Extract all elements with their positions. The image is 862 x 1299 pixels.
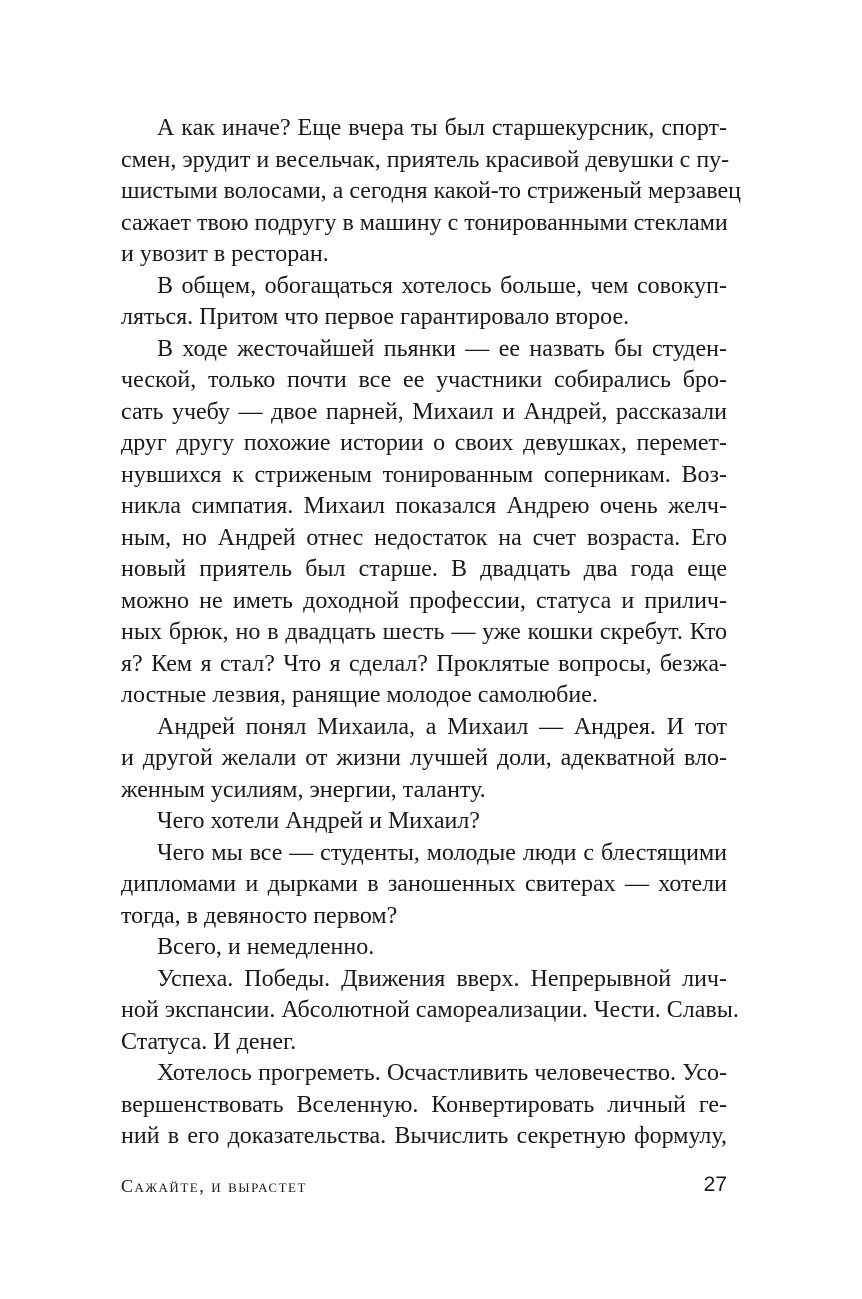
text-line: Чего мы все — студенты, молодые люди с блестящими	[157, 839, 727, 866]
text-line: ческой, только почти все ее участники собирались бро-	[121, 367, 727, 393]
text-line: шистыми волосами, а сегодня какой-то стриженый мерзавец	[121, 178, 741, 204]
text-line: Андрей понял Михаила, а Михаил — Андрея. И тот	[157, 713, 727, 740]
text-line: смен, эрудит и весельчак, приятель красивой девушки с пу-	[121, 146, 730, 173]
running-title: Сажайте, и вырастет	[121, 1176, 307, 1196]
text-line: В общем, обогащаться хотелось больше, чем совокуп-	[157, 272, 727, 299]
text-line: вершенствовать Вселенную. Конвертировать личный ге-	[121, 1091, 727, 1118]
text-line: А как иначе? Еще вчера ты был старшекурсник, спорт-	[157, 115, 727, 141]
text-line: друг другу похожие истории о своих девушках, перемет-	[121, 430, 727, 456]
text-line: тогда, в девяносто первом?	[121, 902, 398, 929]
text-line: сать учебу — двое парней, Михаил и Андрей, рассказали	[121, 398, 727, 425]
text-line: лостные лезвия, ранящие молодое самолюбие.	[121, 682, 598, 708]
text-line: можно не иметь доходной профессии, статуса и прилич-	[121, 587, 727, 614]
text-line: В ходе жесточайшей пьянки — ее назвать бы студен-	[157, 335, 727, 362]
text-line: ным, но Андрей отнес недостаток на счет возраста. Его	[121, 524, 727, 551]
text-line: сажает твою подругу в машину с тонированными стеклами	[121, 209, 728, 236]
text-line: Всего, и немедленно.	[157, 934, 375, 960]
text-line: ляться. Притом что первое гарантировало второе.	[121, 304, 630, 330]
text-line: нувшихся к стриженым тонированным соперникам. Воз-	[121, 461, 727, 488]
text-line: Хотелось прогреметь. Осчастливить человечество. Усо-	[157, 1060, 727, 1086]
text-line: и другой желали от жизни лучшей доли, адекватной вло-	[121, 745, 727, 771]
text-line: ных брюк, но в двадцать шесть — уже кошки скребут. Кто	[121, 619, 727, 645]
text-line: новый приятель был старше. В двадцать два года еще	[121, 556, 727, 582]
text-line: женным усилиям, энергии, таланту.	[121, 776, 486, 803]
text-line: ний в его доказательства. Вычислить секретную формулу,	[121, 1123, 727, 1149]
text-line: дипломами и дырками в заношенных свитерах — хотели	[121, 871, 727, 897]
text-line: никла симпатия. Михаил показался Андрею очень желч-	[121, 493, 727, 519]
text-line: Чего хотели Андрей и Михаил?	[157, 808, 480, 834]
page-number: 27	[703, 1173, 727, 1196]
text-line: Успеха. Победы. Движения вверх. Непрерывной лич-	[157, 965, 727, 992]
text-line: и увозит в ресторан.	[121, 241, 329, 267]
text-line: я? Кем я стал? Что я сделал? Проклятые вопросы, безжа-	[121, 650, 727, 677]
text-line: ной экспансии. Абсолютной самореализации. Чести. Славы.	[121, 997, 739, 1023]
text-line: Статуса. И денег.	[121, 1028, 297, 1055]
